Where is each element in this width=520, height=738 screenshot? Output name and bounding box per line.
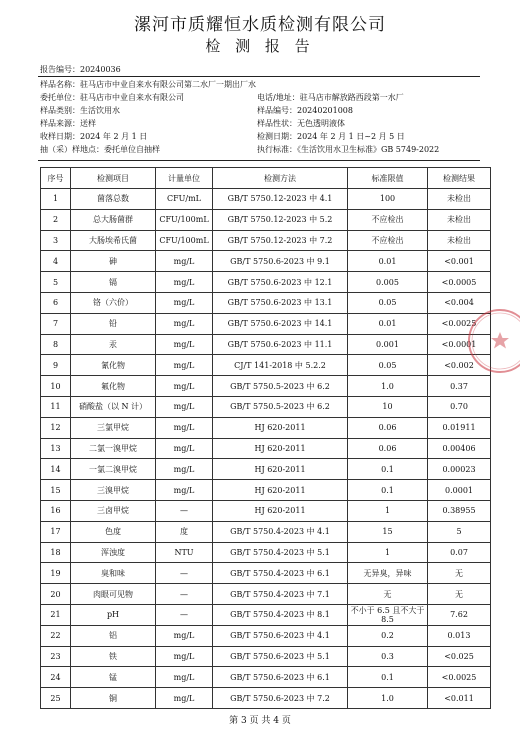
cell-method: GB/T 5750.4-2023 中 4.1	[213, 521, 348, 542]
cell-item: 氰化物	[71, 355, 156, 376]
header-cell: 检测方法	[213, 168, 348, 189]
cell-unit: mg/L	[156, 417, 213, 438]
table-row	[41, 521, 491, 542]
cell-result: 5	[428, 521, 491, 542]
company-title: 漯河市质耀恒水质检测有限公司	[134, 15, 386, 35]
cell-result: <0.011	[428, 688, 491, 709]
cell-method: GB/T 5750.4-2023 中 8.1	[213, 604, 348, 625]
header-divider	[38, 76, 480, 77]
cell-result: 未检出	[428, 189, 491, 210]
cell-item: 三溴甲烷	[71, 480, 156, 501]
cell-item: 铝	[71, 625, 156, 646]
cell-result: 0.38955	[428, 500, 491, 521]
cell-unit: mg/L	[156, 646, 213, 667]
cell-seq: 12	[41, 417, 71, 438]
table-row	[41, 459, 491, 480]
cell-method: GB/T 5750.6-2023 中 12.1	[213, 272, 348, 293]
cell-unit: mg/L	[156, 251, 213, 272]
cell-limit: 0.005	[348, 272, 428, 293]
header-cell: 检测项目	[71, 168, 156, 189]
cell-unit: CFU/100mL	[156, 230, 213, 251]
cell-result: 0.07	[428, 542, 491, 563]
cell-limit: 1.0	[348, 376, 428, 397]
meta-row	[40, 118, 490, 129]
report-subtitle: 检 测 报 告	[205, 37, 315, 55]
cell-item: pH	[71, 604, 156, 625]
cell-result: <0.0005	[428, 272, 491, 293]
cell-unit: mg/L	[156, 459, 213, 480]
cell-unit: mg/L	[156, 355, 213, 376]
cell-seq: 1	[41, 189, 71, 210]
cell-seq: 21	[41, 604, 71, 625]
cell-limit: 0.05	[348, 355, 428, 376]
cell-seq: 10	[41, 376, 71, 397]
cell-result: <0.002	[428, 355, 491, 376]
cell-method: HJ 620-2011	[213, 500, 348, 521]
cell-seq: 11	[41, 396, 71, 417]
cell-limit: 0.06	[348, 417, 428, 438]
cell-limit: 0.001	[348, 334, 428, 355]
cell-method: HJ 620-2011	[213, 459, 348, 480]
table-row	[41, 480, 491, 501]
table-row	[41, 563, 491, 584]
cell-unit: mg/L	[156, 688, 213, 709]
cell-method: GB/T 5750.6-2023 中 9.1	[213, 251, 348, 272]
cell-seq: 3	[41, 230, 71, 251]
table-row	[41, 500, 491, 521]
cell-seq: 22	[41, 625, 71, 646]
cell-limit: 不应检出	[348, 209, 428, 230]
cell-result: 0.0001	[428, 480, 491, 501]
table-body	[41, 189, 491, 709]
table-row	[41, 688, 491, 709]
table-row	[41, 272, 491, 293]
cell-method: GB/T 5750.6-2023 中 14.1	[213, 313, 348, 334]
cell-item: 色度	[71, 521, 156, 542]
cell-method: GB/T 5750.6-2023 中 5.1	[213, 646, 348, 667]
cell-limit: 1	[348, 542, 428, 563]
cell-unit: CFU/100mL	[156, 209, 213, 230]
cell-limit: 0.05	[348, 292, 428, 313]
cell-seq: 24	[41, 667, 71, 688]
cell-limit: 0.06	[348, 438, 428, 459]
cell-method: GB/T 5750.5-2023 中 6.2	[213, 376, 348, 397]
cell-unit: mg/L	[156, 334, 213, 355]
cell-limit: 0.01	[348, 251, 428, 272]
meta-left: 样品名称：驻马店市中业自来水有限公司第二水厂一期出厂水	[40, 80, 256, 89]
cell-seq: 7	[41, 313, 71, 334]
header-cell: 标准限值	[348, 168, 428, 189]
meta-right: 检测日期：2024 年 2 月 1 日~2 月 5 日	[257, 132, 405, 141]
table-row	[41, 230, 491, 251]
cell-limit: 0.01	[348, 313, 428, 334]
cell-method: GB/T 5750.6-2023 中 6.1	[213, 667, 348, 688]
cell-limit: 0.3	[348, 646, 428, 667]
official-seal	[465, 306, 520, 376]
table-row	[41, 355, 491, 376]
table-row	[41, 376, 491, 397]
cell-seq: 19	[41, 563, 71, 584]
cell-unit: mg/L	[156, 438, 213, 459]
meta-right: 样品编号：20240201008	[257, 106, 353, 115]
cell-result: <0.004	[428, 292, 491, 313]
page-number: 第 3 页 共 4 页	[229, 716, 291, 726]
table-row	[41, 438, 491, 459]
meta-right: 执行标准：《生活饮用水卫生标准》GB 5749-2022	[257, 145, 440, 154]
cell-seq: 8	[41, 334, 71, 355]
table-row	[41, 313, 491, 334]
cell-limit: 无异臭，异味	[348, 563, 428, 584]
cell-method: GB/T 5750.6-2023 中 13.1	[213, 292, 348, 313]
cell-item: 菌落总数	[71, 189, 156, 210]
header-cell: 检测结果	[428, 168, 491, 189]
table-header-row	[41, 168, 491, 189]
cell-result: 7.62	[428, 604, 491, 625]
table-row	[41, 209, 491, 230]
cell-method: GB/T 5750.4-2023 中 5.1	[213, 542, 348, 563]
cell-item: 氟化物	[71, 376, 156, 397]
cell-limit: 0.1	[348, 480, 428, 501]
meta-row	[40, 144, 490, 155]
meta-row	[40, 79, 490, 90]
results-table	[40, 167, 491, 709]
cell-method: GB/T 5750.6-2023 中 11.1	[213, 334, 348, 355]
cell-item: 铜	[71, 688, 156, 709]
table-row	[41, 542, 491, 563]
cell-result: <0.0025	[428, 313, 491, 334]
cell-limit: 10	[348, 396, 428, 417]
cell-result: 0.01911	[428, 417, 491, 438]
table-row	[41, 189, 491, 210]
cell-limit: 不小于 6.5 且不大于 8.5	[348, 604, 428, 625]
cell-item: 铬（六价）	[71, 292, 156, 313]
cell-method: CJ/T 141-2018 中 5.2.2	[213, 355, 348, 376]
table-row	[41, 292, 491, 313]
cell-unit: —	[156, 584, 213, 605]
cell-item: 肉眼可见物	[71, 584, 156, 605]
cell-seq: 4	[41, 251, 71, 272]
cell-seq: 15	[41, 480, 71, 501]
cell-seq: 6	[41, 292, 71, 313]
cell-item: 总大肠菌群	[71, 209, 156, 230]
cell-result: <0.025	[428, 646, 491, 667]
cell-result: 0.70	[428, 396, 491, 417]
cell-method: GB/T 5750.5-2023 中 6.2	[213, 396, 348, 417]
cell-result: 无	[428, 584, 491, 605]
cell-seq: 18	[41, 542, 71, 563]
cell-limit: 不应检出	[348, 230, 428, 251]
cell-limit: 无	[348, 584, 428, 605]
cell-method: GB/T 5750.6-2023 中 4.1	[213, 625, 348, 646]
cell-item: 浑浊度	[71, 542, 156, 563]
header-cell: 计量单位	[156, 168, 213, 189]
meta-left: 委托单位：驻马店市中业自来水有限公司	[40, 93, 184, 102]
cell-limit: 1	[348, 500, 428, 521]
cell-item: 铁	[71, 646, 156, 667]
cell-unit: mg/L	[156, 667, 213, 688]
cell-item: 臭和味	[71, 563, 156, 584]
cell-unit: CFU/mL	[156, 189, 213, 210]
cell-limit: 1.0	[348, 688, 428, 709]
report-number: 报告编号：20240036	[40, 65, 121, 74]
table-row	[41, 251, 491, 272]
cell-result: 未检出	[428, 209, 491, 230]
table-row	[41, 646, 491, 667]
table-row	[41, 417, 491, 438]
meta-left: 抽（采）样地点：委托单位自抽样	[40, 145, 160, 154]
cell-unit: mg/L	[156, 292, 213, 313]
cell-result: <0.001	[428, 251, 491, 272]
meta-right: 样品性状：无色透明液体	[257, 119, 345, 128]
cell-limit: 100	[348, 189, 428, 210]
cell-item: 三氯甲烷	[71, 417, 156, 438]
table-row	[41, 667, 491, 688]
cell-limit: 15	[348, 521, 428, 542]
table-row	[41, 604, 491, 625]
cell-unit: NTU	[156, 542, 213, 563]
cell-unit: mg/L	[156, 376, 213, 397]
table-row	[41, 584, 491, 605]
cell-result: 0.37	[428, 376, 491, 397]
cell-unit: mg/L	[156, 396, 213, 417]
cell-method: GB/T 5750.12-2023 中 7.2	[213, 230, 348, 251]
cell-unit: mg/L	[156, 272, 213, 293]
cell-method: GB/T 5750.4-2023 中 7.1	[213, 584, 348, 605]
meta-left: 样品类别：生活饮用水	[40, 106, 120, 115]
cell-seq: 9	[41, 355, 71, 376]
cell-unit: mg/L	[156, 480, 213, 501]
meta-left: 样品来源：送样	[40, 119, 96, 128]
cell-unit: mg/L	[156, 313, 213, 334]
cell-item: 硝酸盐（以 N 计）	[71, 396, 156, 417]
cell-method: HJ 620-2011	[213, 417, 348, 438]
cell-item: 三卤甲烷	[71, 500, 156, 521]
cell-method: GB/T 5750.12-2023 中 4.1	[213, 189, 348, 210]
cell-item: 汞	[71, 334, 156, 355]
cell-seq: 16	[41, 500, 71, 521]
cell-unit: —	[156, 604, 213, 625]
cell-seq: 2	[41, 209, 71, 230]
cell-unit: 度	[156, 521, 213, 542]
cell-unit: —	[156, 563, 213, 584]
cell-limit: 0.1	[348, 459, 428, 480]
cell-method: GB/T 5750.6-2023 中 7.2	[213, 688, 348, 709]
cell-method: GB/T 5750.4-2023 中 6.1	[213, 563, 348, 584]
cell-item: 砷	[71, 251, 156, 272]
cell-item: 铅	[71, 313, 156, 334]
cell-seq: 17	[41, 521, 71, 542]
cell-method: HJ 620-2011	[213, 480, 348, 501]
cell-seq: 25	[41, 688, 71, 709]
meta-right: 电话/地址：驻马店市解放路西段第一水厂	[257, 93, 404, 102]
table-row	[41, 396, 491, 417]
cell-result: <0.0025	[428, 667, 491, 688]
meta-row	[40, 131, 490, 142]
cell-unit: mg/L	[156, 625, 213, 646]
header-cell: 序号	[41, 168, 71, 189]
cell-item: 大肠埃希氏菌	[71, 230, 156, 251]
table-row	[41, 334, 491, 355]
cell-result: 未检出	[428, 230, 491, 251]
cell-method: HJ 620-2011	[213, 438, 348, 459]
cell-seq: 23	[41, 646, 71, 667]
cell-item: 镉	[71, 272, 156, 293]
cell-method: GB/T 5750.12-2023 中 5.2	[213, 209, 348, 230]
cell-limit: 0.2	[348, 625, 428, 646]
cell-result: <0.0001	[428, 334, 491, 355]
cell-unit: —	[156, 500, 213, 521]
meta-divider	[38, 160, 480, 161]
cell-result: 0.00406	[428, 438, 491, 459]
cell-seq: 13	[41, 438, 71, 459]
meta-row	[40, 92, 490, 103]
cell-seq: 14	[41, 459, 71, 480]
meta-left: 收样日期：2024 年 2 月 1 日	[40, 132, 148, 141]
table-row	[41, 625, 491, 646]
cell-seq: 20	[41, 584, 71, 605]
cell-seq: 5	[41, 272, 71, 293]
cell-result: 无	[428, 563, 491, 584]
cell-result: 0.00023	[428, 459, 491, 480]
meta-row	[40, 105, 490, 116]
cell-item: 二氯一溴甲烷	[71, 438, 156, 459]
cell-item: 一氯二溴甲烷	[71, 459, 156, 480]
cell-result: 0.013	[428, 625, 491, 646]
cell-limit: 0.1	[348, 667, 428, 688]
cell-item: 锰	[71, 667, 156, 688]
